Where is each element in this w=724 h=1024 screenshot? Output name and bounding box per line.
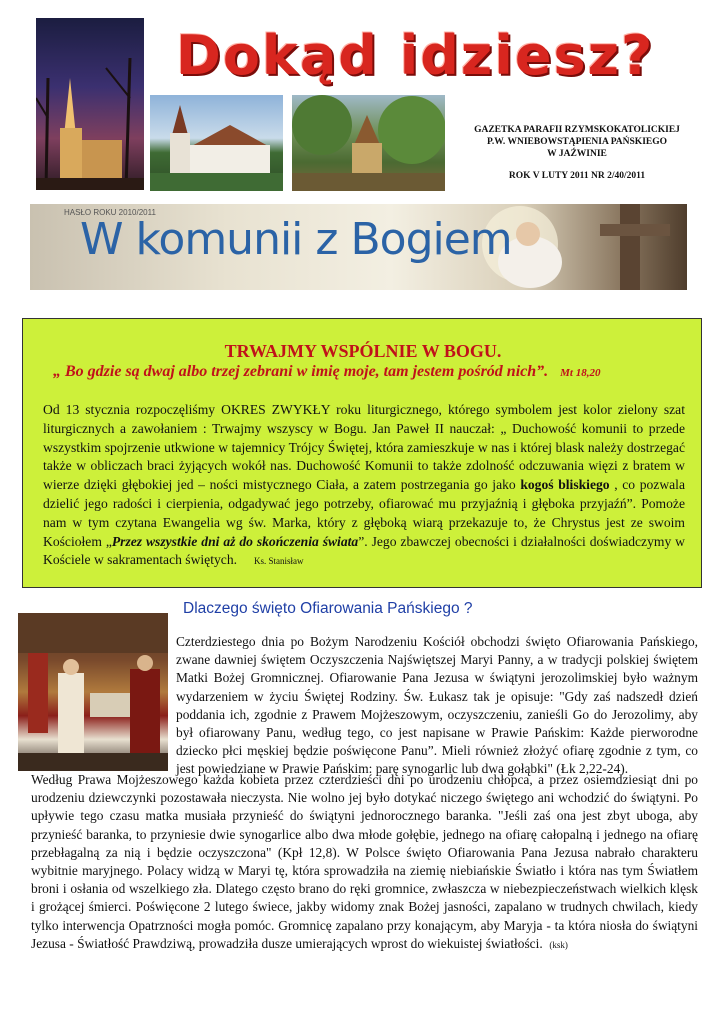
article-signature: (ksk) bbox=[549, 939, 568, 950]
publication-line: P.W. WNIEBOWSTĄPIENIA PAŃSKIEGO bbox=[486, 137, 668, 147]
issue-info: ROK V LUTY 2011 NR 2/40/2011 bbox=[508, 171, 646, 181]
feature-text: , co pozwala dzielić jego radości i cierpienia, odgadywać jego potrzeby, ofiarować mu przyjaźnią i głęboka przyjaźń”. Pomoże nam w tym czytana Ewangelia wg św. Marka, który z głęboką wiarą przekazuje to, że Chrystus jest ze swoim Kościołem „ bbox=[43, 477, 685, 549]
banner-motto: HASŁO ROKU 2010/2011 bbox=[64, 208, 156, 217]
church-night-photo bbox=[36, 18, 144, 190]
publication-line: GAZETKA PARAFII RZYMSKOKATOLICKIEJ bbox=[474, 125, 680, 135]
feature-bold-text: kogoś bliskiego bbox=[520, 477, 610, 493]
feature-quote bbox=[53, 363, 703, 381]
article-text: Według Prawa Mojżeszowego każda kobieta przez czterdzieści dni po urodzeniu chłopca, a przez osiemdziesiąt dni po urodzeniu dziewczynki pozostawała nieczysta. Nie wolno jej było dotykać niczego świętego ani wchodzić do świątyni. Po upływie tego czasu matka musiała przynieść do świątyni jednorocznego baranka. "Jeśli zaś ona jest zbyt uboga, aby przynieść baranka, to przyniesie dwie synogarlice albo dwa młode gołębie, jednego na ofiarę całopalną i jednego na ofiarę przebłagalną za nią i będzie oczyszczona" (Kpł 12,8). W Polsce święto Ofiarowania Pana Jezusa nabrało charakteru wybitnie maryjnego. Polacy widzą w Maryi tę, która sprowadziła na ziemię niebiańskie Światło i która nas tym Światłem broni i osłania od wszelkiego zła. Dlatego często brano do ręki gromnice, zwłaszcza w niebezpieczeństwach wielkich klęsk i grożącej śmierci. Poświęcone 2 lutego świece, jakby widomy znak Bożej jasności, zapalano w trudnych chwilach, kiedy tylko interwencja Opatrzności mogła pomóc. Gromnicę zapalano przy konającym, aby Maryja - ta która niosła do świątyni Jezusa - Światłość Prawdziwą, prowadziła dusze umierających wprost do wiekuistej światłości. bbox=[31, 772, 698, 951]
feature-text: ”. Jego zbawczej obecności i działalności doświadczymy w Kościele w sakramentach świętych. bbox=[43, 533, 685, 568]
feature-signature: Ks. Stanisław bbox=[254, 556, 304, 567]
church-garden-photo bbox=[292, 95, 445, 191]
presentation-painting bbox=[18, 613, 168, 771]
feature-body bbox=[43, 401, 685, 571]
feature-text: Od 13 stycznia rozpoczęliśmy OKRES ZWYKŁY roku liturgicznego, którego symbolem jest kolor zielony szat liturgicznych a zawołaniem : Trwajmy wszyscy w Bogu. Jan Paweł II nauczał: „ Duchowość komunii to przede wszystkim spojrzenie utkwione w tajemnicy Trójcy Świętej, która zamieszkuje w nas i której blask należy dostrzegać także w obliczach braci żyjących wokół nas. Duchowość Komunii to także zdolność odczuwania więzi z bratem w wierze dzięki głębokiej jed – ności mistycznego Ciała, a zatem postrzegania go jako bbox=[43, 402, 685, 493]
article-body bbox=[31, 771, 698, 954]
quote-reference: Mt 18,20 bbox=[560, 367, 601, 379]
featured-article-box bbox=[22, 318, 702, 588]
feature-emphasis-text: Przez wszystkie dni aż do skończenia świata bbox=[111, 533, 359, 549]
quote-text: „ Bo gdzie są dwaj albo trzej zebrani w imię moje, tam jestem pośród nich”. bbox=[53, 363, 549, 380]
publication-info bbox=[452, 124, 702, 182]
newsletter-title: Dokąd idziesz? bbox=[176, 24, 655, 87]
banner-heading: W komunii z Bogiem bbox=[80, 214, 512, 265]
year-motto-banner bbox=[30, 204, 687, 290]
publication-line: W JAŹWINIE bbox=[547, 149, 607, 159]
feature-title: TRWAJMY WSPÓLNIE W BOGU. bbox=[224, 341, 502, 361]
article-title: Dlaczego święto Ofiarowania Pańskiego ? bbox=[183, 600, 473, 617]
article-column-text: Czterdziestego dnia po Bożym Narodzeniu Kościół obchodzi święto Ofiarowania Pańskiego, zwane dawniej świętem Oczyszczenia Najświętszej Maryi Panny, a w tradycji polskiej świętem Matki Bożej Gromnicznej. Ofiarowanie Pana Jezusa w świątyni jerozolimskiej było ważnym wydarzeniem w życiu Świętej Rodziny. Św. Łukasz tak je opisuje: "Gdy zaś nadszedł dzień poddania ich, zgodnie z Prawem Mojżeszowym, oczyszczeniu, zanieśli Go do Jerozolimy, aby był ofiarowany Panu, według tego, co jest napisane w Prawie Pańskim: Każde pierworodne dziecko płci męskiej będzie poświęcone Panu”. Mieli również złożyć ofiarę zgodnie z tym, co jest powiedziane w Prawie Pańskim: parę synogarlic lub dwa gołąbki" (Łk 2,22-24). bbox=[176, 634, 698, 777]
church-photo bbox=[150, 95, 283, 191]
